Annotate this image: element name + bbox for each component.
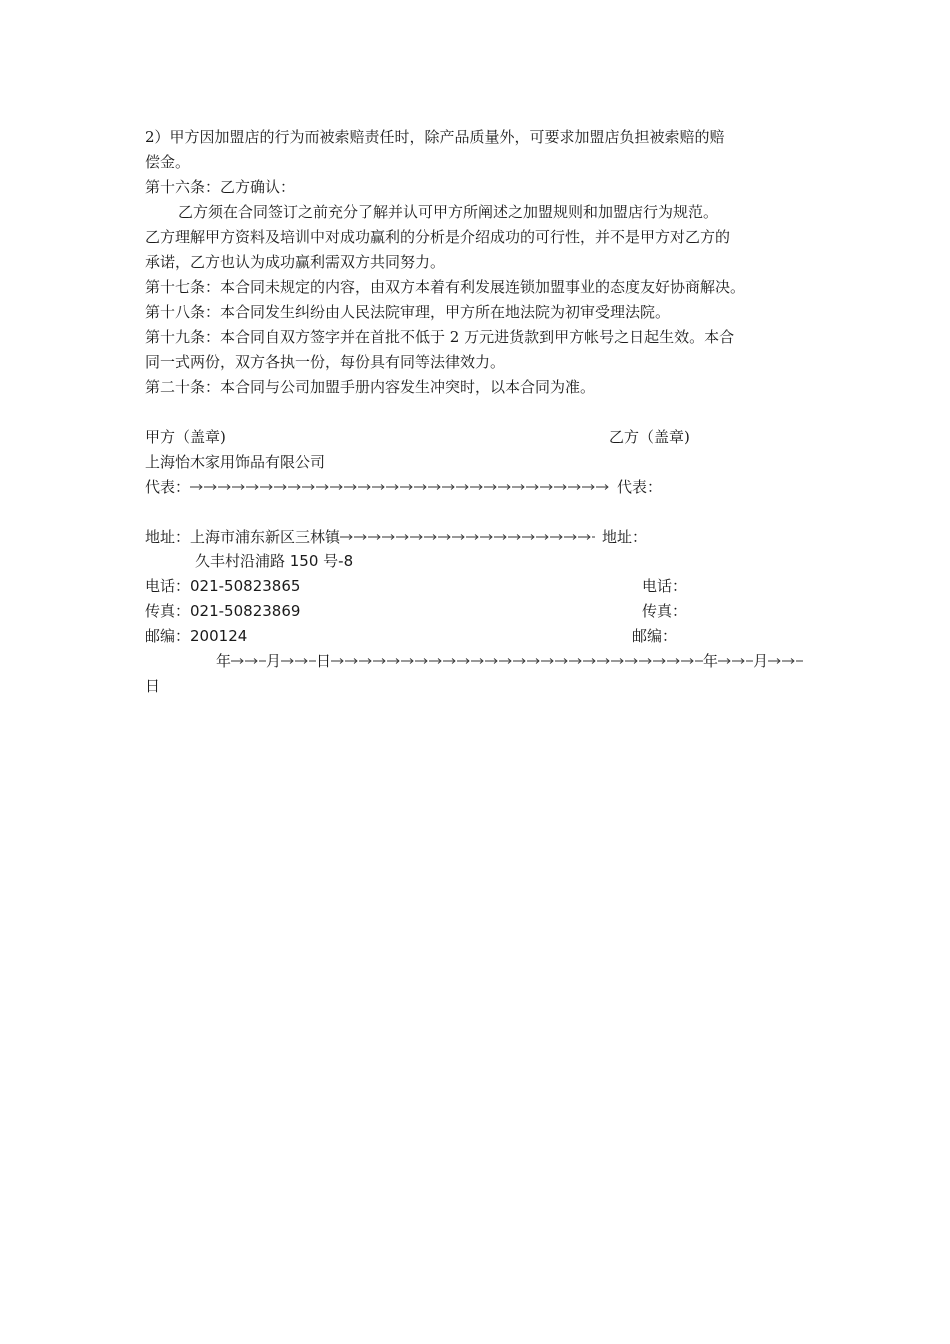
- telephone-value: 021-50823865: [190, 577, 301, 595]
- representative-label-a: 代表：: [145, 478, 191, 496]
- address-label-b: 地址：: [602, 528, 648, 546]
- telephone-row: [145, 576, 300, 596]
- clause-line: 偿金。: [145, 153, 191, 171]
- fax-row: [145, 601, 300, 621]
- tab-arrow-icon: [190, 477, 610, 497]
- tab-arrow-icon: [331, 651, 703, 671]
- postcode-row: [145, 626, 247, 646]
- address-row: [145, 527, 647, 547]
- article-18: 第十八条：本合同发生纠纷由人民法院审理，甲方所在地法院为初审受理法院。: [145, 303, 671, 321]
- fax-label-b: 传真：: [642, 602, 688, 620]
- tab-arrow-icon: [718, 651, 753, 671]
- company-name: 上海怡木家用饰品有限公司: [145, 453, 326, 471]
- address-value-continued: 久丰村沿浦路 150 号-8: [195, 552, 354, 570]
- tab-arrow-icon: [768, 651, 803, 671]
- address-label-a: 地址：: [145, 528, 191, 546]
- article-19-line: 同一式两份，双方各执一份，每份具有同等法律效力。: [145, 353, 506, 371]
- date-row: [216, 651, 803, 671]
- telephone-label-a: 电话：: [145, 577, 191, 595]
- date-year-b: 年: [703, 652, 719, 670]
- tab-arrow-icon: [281, 651, 316, 671]
- postcode-label-b: 邮编：: [632, 627, 678, 645]
- article-19-line: 第十九条：本合同自双方签字并在首批不低于 2 万元进货款到甲方帐号之日起生效。本合: [145, 328, 735, 346]
- date-year-a: 年: [216, 652, 232, 670]
- date-day-a: 日: [316, 652, 332, 670]
- date-month-b: 月: [753, 652, 769, 670]
- address-value: 上海市浦东新区三林镇: [190, 528, 341, 546]
- fax-label-a: 传真：: [145, 602, 191, 620]
- date-day-b: 日: [145, 677, 161, 695]
- article-16-title: 第十六条：乙方确认：: [145, 178, 296, 196]
- tab-arrow-icon: [340, 527, 595, 547]
- postcode-value: 200124: [190, 627, 248, 645]
- article-16-line: 乙方须在合同签订之前充分了解并认可甲方所阐述之加盟规则和加盟店行为规范。: [178, 203, 719, 221]
- party-b-seal-label: 乙方（盖章): [609, 428, 690, 446]
- party-a-seal-label: 甲方（盖章): [145, 428, 226, 446]
- postcode-label-a: 邮编：: [145, 627, 191, 645]
- article-17: 第十七条：本合同未规定的内容，由双方本着有利发展连锁加盟事业的态度友好协商解决。: [145, 278, 746, 296]
- fax-value: 021-50823869: [190, 602, 301, 620]
- article-16-line: 承诺，乙方也认为成功赢利需双方共同努力。: [145, 253, 446, 271]
- tab-arrow-icon: [231, 651, 266, 671]
- representative-row: [145, 477, 662, 497]
- representative-label-b: 代表：: [617, 478, 663, 496]
- date-month-a: 月: [266, 652, 282, 670]
- clause-line: 2）甲方因加盟店的行为而被索赔责任时，除产品质量外，可要求加盟店负担被索赔的赔: [145, 128, 725, 146]
- article-20: 第二十条：本合同与公司加盟手册内容发生冲突时，以本合同为准。: [145, 378, 596, 396]
- article-16-line: 乙方理解甲方资料及培训中对成功赢利的分析是介绍成功的可行性，并不是甲方对乙方的: [145, 228, 731, 246]
- telephone-label-b: 电话：: [642, 577, 688, 595]
